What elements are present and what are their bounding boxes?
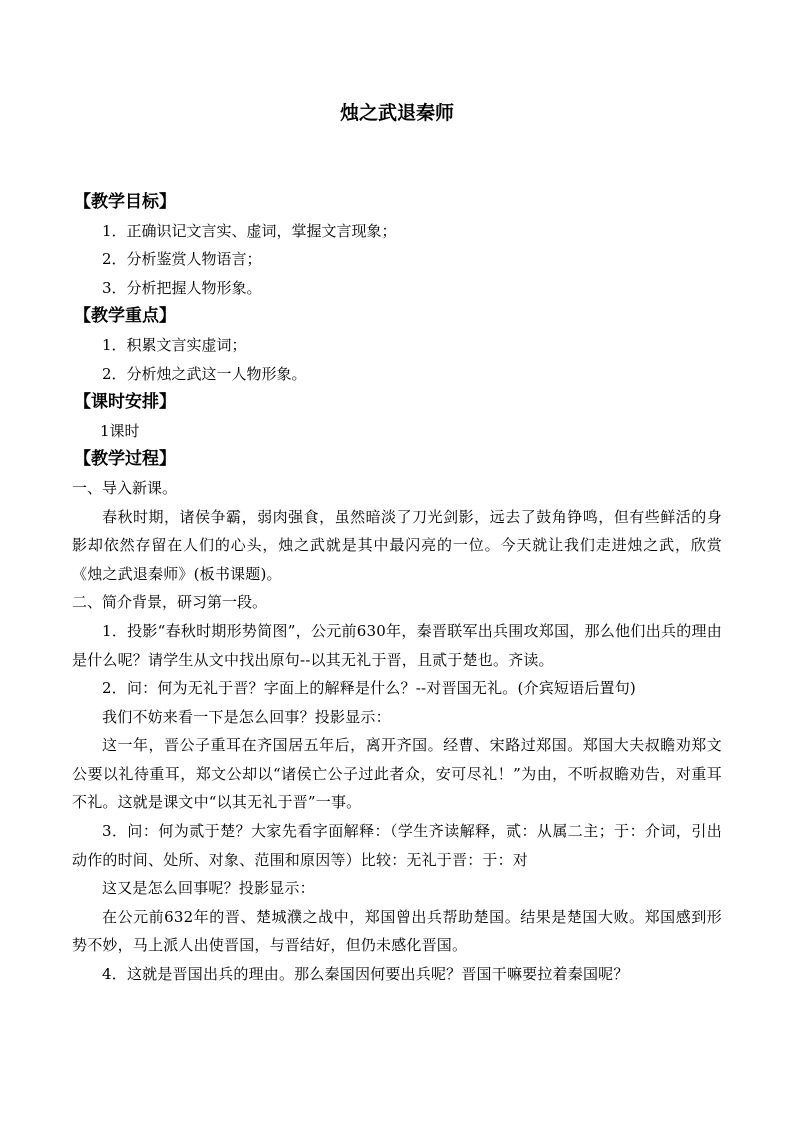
process-part1-paragraph: 春秋时期，诸侯争霸，弱肉强食，虽然暗淡了刀光剑影，远去了鼓角铮鸣，但有些鲜活的身影却依然存留在人们的心头，烛之武就是其中最闪亮的一位。今天就让我们走进烛之武，欣赏《烛之武退秦师》(板书课题)。 (72, 507, 722, 583)
section-heading-objectives: 【教学目标】 (74, 192, 176, 212)
process-paragraph-3: 3．问：何为贰于楚？大家先看字面解释：（学生齐读解释，贰：从属二主；于：介词，引出动作的时间、处所、对象、范围和原因等）比较：无礼于晋：于：对 (72, 822, 722, 869)
section-heading-schedule: 【课时安排】 (74, 392, 176, 413)
schedule-text: 1课时 (100, 421, 140, 440)
objective-item-3: 3．分析把握人物形象。 (102, 278, 262, 297)
objective-item-1: 1．正确识记文言实、虚词，掌握文言现象； (102, 221, 397, 240)
process-part2-heading: 二、简介背景，研习第一段。 (72, 593, 268, 612)
process-paragraph-3c: 在公元前632年的晋、楚城濮之战中，郑国曾出兵帮助楚国。结果是楚国大败。郑国感到形势不妙，马上派人出使晋国，与晋结好，但仍未感化晋国。 (72, 907, 722, 955)
process-paragraph-4: 4．这就是晋国出兵的理由。那么秦国因何要出兵呢？晋国干嘛要拉着秦国呢？ (102, 965, 629, 984)
process-paragraph-2: 2．问：何为无礼于晋？字面上的解释是什么？--对晋国无礼。(介宾短语后置句) (102, 679, 636, 698)
process-paragraph-1: 1．投影“春秋时期形势简图”，公元前630年，秦晋联军出兵围攻郑国，那么他们出兵的理由是什么呢？请学生从文中找出原句--以其无礼于晋，且贰于楚也。齐读。 (72, 621, 722, 669)
document-title: 烛之武退秦师 (339, 102, 454, 124)
process-paragraph-2b: 我们不妨来看一下是怎么回事？投影显示： (102, 707, 391, 726)
process-part1-heading: 一、导入新课。 (72, 478, 178, 497)
objective-item-2: 2．分析鉴赏人物语言； (102, 250, 262, 269)
key-point-item-2: 2．分析烛之武这一人物形象。 (102, 364, 307, 383)
process-paragraph-3b: 这又是怎么回事呢？投影显示： (102, 879, 315, 898)
section-heading-key-points: 【教学重点】 (74, 306, 176, 327)
section-heading-process: 【教学过程】 (74, 449, 176, 470)
key-point-item-1: 1．积累文言实虚词； (102, 335, 247, 354)
process-paragraph-2c: 这一年，晋公子重耳在齐国居五年后，离开齐国。经曹、宋路过郑国。郑国大夫叔瞻劝郑文公要以礼待重耳，郑文公却以“诸侯亡公子过此者众，安可尽礼！”为由，不听叔瞻劝告，对重耳不礼。这就是课文中“以其无礼于晋”一事。 (72, 736, 722, 812)
document-body (72, 188, 722, 989)
